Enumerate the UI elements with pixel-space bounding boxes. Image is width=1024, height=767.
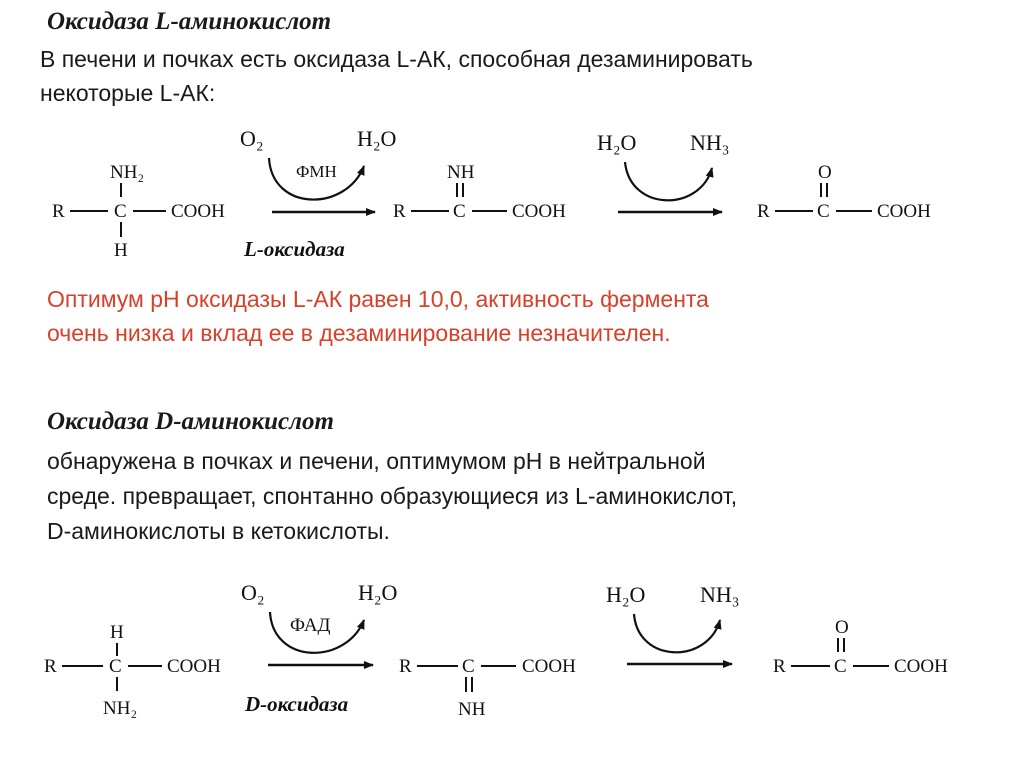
reaction2-step1	[241, 580, 397, 716]
r1-prod-center: C	[817, 201, 830, 222]
section2-heading: Оксидаза D-аминокислот	[47, 408, 334, 435]
r1-int-center: C	[453, 201, 466, 222]
r2-prod-center: C	[834, 656, 847, 677]
r2-step2-out: NH₃	[700, 582, 740, 607]
r1-step2-in: H₂O	[597, 130, 637, 155]
reaction2-step2	[606, 582, 739, 664]
reaction2	[44, 580, 948, 720]
r1-prod-right: COOH	[877, 201, 931, 222]
r1-step2-curved-arrow	[625, 162, 712, 200]
note-line1: Оптимум рН оксидазы L-АК равен 10,0, активность фермента	[47, 286, 709, 312]
r1-sub-right: COOH	[171, 201, 225, 222]
r2-sub-right: COOH	[167, 656, 221, 677]
r1-sub-center: C	[114, 201, 127, 222]
reaction2-intermediate	[399, 656, 576, 720]
r2-step1-in: O₂	[241, 580, 265, 605]
section2-line3: D-аминокислоты в кетокислоты.	[47, 518, 390, 544]
r2-sub-center: C	[109, 656, 122, 677]
r1-sub-top: NH₂	[110, 162, 145, 183]
r2-step1-cofactor: ФАД	[290, 615, 331, 636]
r1-sub-left: R	[52, 201, 65, 222]
r2-prod-top: O	[835, 617, 849, 638]
r1-step2-out: NH₃	[690, 130, 730, 155]
r2-int-right: COOH	[522, 656, 576, 677]
section1-line2: некоторые L-АК:	[40, 80, 216, 106]
r2-step2-curved-arrow	[634, 614, 720, 652]
r2-int-bottom: NH	[458, 699, 486, 720]
reaction1-product	[757, 162, 931, 222]
r1-step1-in: O₂	[240, 126, 264, 151]
r1-prod-left: R	[757, 201, 770, 222]
reaction1	[52, 126, 931, 261]
r1-int-right: COOH	[512, 201, 566, 222]
r2-step2-in: H₂O	[606, 582, 646, 607]
r1-int-left: R	[393, 201, 406, 222]
reaction2-substrate	[44, 622, 221, 719]
section1-line1: В печени и почках есть оксидаза L-АК, способная дезаминировать	[40, 46, 753, 72]
section1-heading: Оксидаза L-аминокислот	[47, 8, 332, 35]
r1-step1-cofactor: ФМН	[296, 162, 337, 181]
r2-sub-left: R	[44, 656, 57, 677]
r2-prod-right: COOH	[894, 656, 948, 677]
r2-step1-enzyme: D-оксидаза	[245, 692, 349, 716]
reaction1-step2	[597, 130, 729, 212]
reaction2-product	[773, 617, 948, 677]
r2-sub-bottom: NH₂	[103, 698, 138, 719]
r2-prod-left: R	[773, 656, 786, 677]
section2-line1: обнаружена в почках и печени, оптимумом рН в нейтральной	[47, 448, 706, 474]
r2-int-center: C	[462, 656, 475, 677]
r1-int-top: NH	[447, 162, 475, 183]
r2-int-left: R	[399, 656, 412, 677]
note-line2: очень низка и вклад ее в дезаминирование незначителен.	[47, 320, 671, 346]
r2-sub-top: H	[110, 622, 124, 643]
reaction1-step1	[240, 126, 396, 261]
section2-line2: среде. превращает, спонтанно образующиеся из L-аминокислот,	[47, 483, 738, 509]
reaction1-intermediate	[393, 162, 566, 222]
r1-step1-out: H₂O	[357, 126, 397, 151]
r1-sub-bottom: H	[114, 240, 128, 261]
r1-step1-enzyme: L-оксидаза	[244, 237, 345, 261]
r2-step1-out: H₂O	[358, 580, 398, 605]
r1-prod-top: O	[818, 162, 832, 183]
reaction1-substrate	[52, 162, 225, 261]
